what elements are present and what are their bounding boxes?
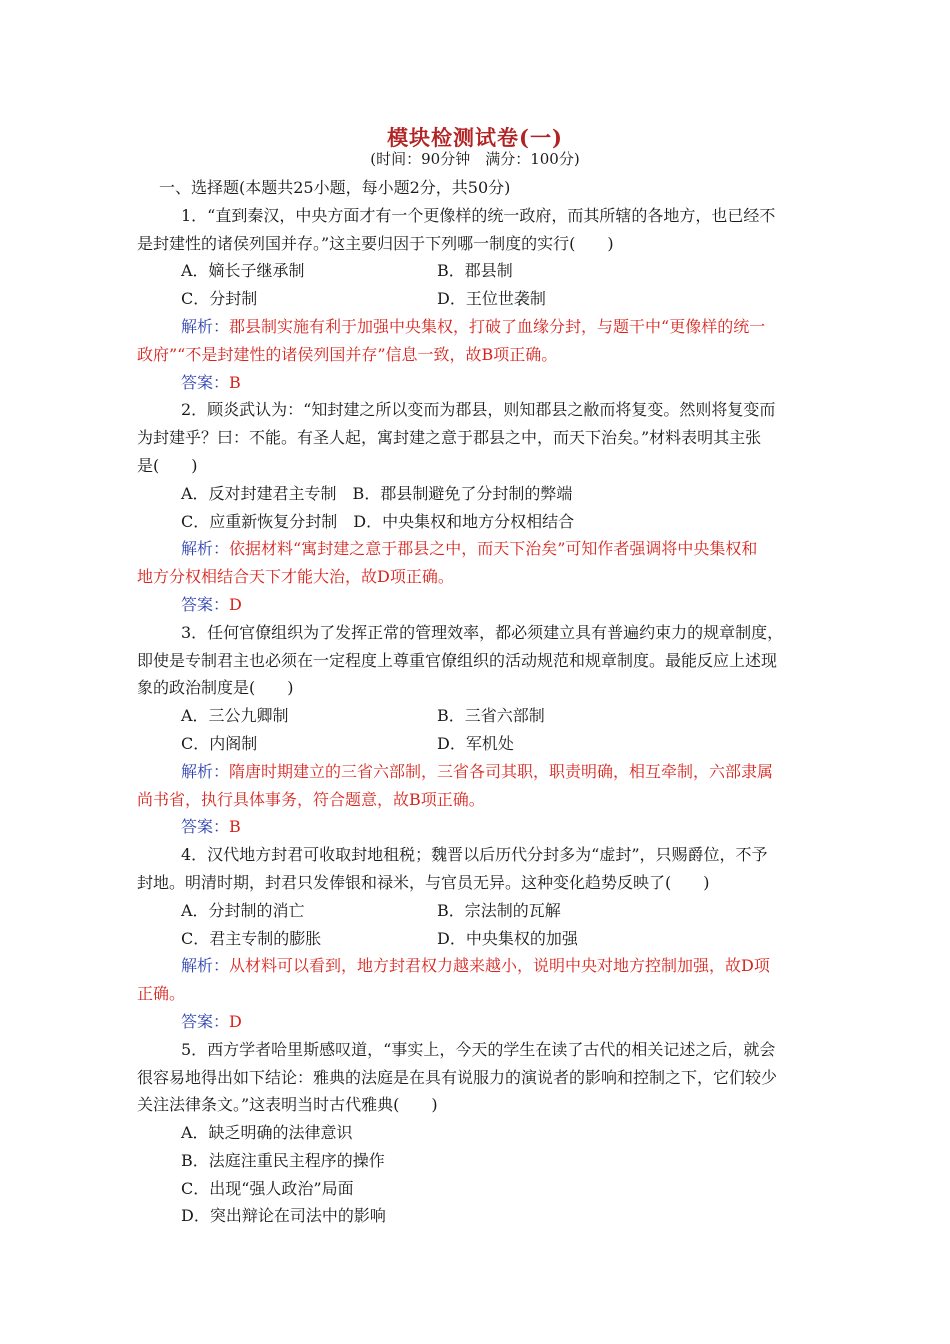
page-title: 模块检测试卷(一) [387,125,563,150]
options-row: C．应重新恢复分封制 D．中央集权和地方分权相结合 [181,511,575,531]
question-stem-line: 封地。明清时期，封君只发俸银和禄米，与官员无异。这种变化趋势反映了( ) [137,872,710,892]
analysis-line [137,952,817,980]
options-row [137,897,817,925]
option-d: D．王位世袭制 [437,289,546,309]
analysis-label: 解析： [181,761,230,781]
option-c: C．分封制 [181,289,258,309]
analysis-text: 正确。 [137,984,186,1004]
option-a: A．嫡长子继承制 [181,261,305,281]
analysis-label: 解析： [181,539,230,559]
exam-content [137,174,817,1230]
question-stem-line: 2．顾炎武认为：“知封建之所以变而为郡县，则知郡县之敝而将复变。然则将复变而 [181,400,776,420]
option-d: D．中央集权的加强 [437,928,578,948]
question-1 [137,202,817,397]
question-stem-line: 4．汉代地方封君可收取封地租税；魏晋以后历代分封多为“虚封”，只赐爵位，不予 [181,845,768,865]
answer-line [137,1008,817,1036]
option-b: B．郡县制 [437,261,513,281]
answer-label: 答案： [181,817,230,837]
question-3 [137,619,817,841]
option-c: C．内阁制 [181,733,258,753]
answer-line [137,591,817,619]
option-a: A．缺乏明确的法律意识 [181,1123,353,1143]
option-c: C．君主专制的膨胀 [181,928,322,948]
answer-value: B [229,817,241,837]
options-row [137,257,817,285]
question-4 [137,841,817,1036]
analysis-text: 政府”“不是封建性的诸侯列国并存”信息一致，故B项正确。 [137,344,558,364]
options-row: A．反对封建君主专制 B．郡县制避免了分封制的弊端 [181,483,573,503]
answer-line [137,369,817,397]
options-row [137,925,817,953]
options-row [137,730,817,758]
analysis-text: 从材料可以看到，地方封君权力越来越小，说明中央对地方控制加强，故D项 [229,956,770,976]
option-d: D．军机处 [437,733,514,753]
analysis-label: 解析： [181,316,230,336]
option-b: B．宗法制的瓦解 [437,900,561,920]
option-c: C．出现“强人政治”局面 [181,1178,354,1198]
analysis-text: 隋唐时期建立的三省六部制，三省各司其职，职责明确，相互牵制，六部隶属 [229,761,774,781]
question-5 [137,1036,817,1231]
analysis-line [137,535,817,563]
question-stem-line: 即使是专制君主也必须在一定程度上尊重官僚组织的活动规范和规章制度。最能反应上述现 [137,650,778,670]
analysis-line [137,758,817,786]
question-stem-line: 关注法律条文。”这表明当时古代雅典( ) [137,1095,438,1115]
question-stem-line: 为封建乎？曰：不能。有圣人起，寓封建之意于郡县之中，而天下治矣。”材料表明其主张 [137,428,762,448]
options-row [137,702,817,730]
question-stem-line: 是( ) [137,455,198,475]
analysis-text: 尚书省，执行具体事务，符合题意，故B项正确。 [137,789,485,809]
page-subtitle: (时间：90分钟 满分：100分) [370,150,580,168]
option-a: A．三公九卿制 [181,706,289,726]
analysis-label: 解析： [181,956,230,976]
answer-label: 答案： [181,594,230,614]
question-stem-line: 是封建性的诸侯列国并存。”这主要归因于下列哪一制度的实行( ) [137,233,614,253]
answer-label: 答案： [181,372,230,392]
answer-value: D [229,1011,242,1031]
question-stem-line: 象的政治制度是( ) [137,678,294,698]
option-d: D．突出辩论在司法中的影响 [181,1206,386,1226]
analysis-text: 地方分权相结合天下才能大治，故D项正确。 [137,567,454,587]
answer-value: D [229,594,242,614]
answer-value: B [229,372,241,392]
question-stem-line: 1．“直到秦汉，中央方面才有一个更像样的统一政府，而其所辖的各地方，也已经不 [181,205,776,225]
analysis-text: 依据材料“寓封建之意于郡县之中，而天下治矣”可知作者强调将中央集权和 [229,539,758,559]
answer-label: 答案： [181,1011,230,1031]
option-b: B．三省六部制 [437,706,545,726]
options-row [137,285,817,313]
answer-line [137,813,817,841]
question-stem-line: 很容易地得出如下结论：雅典的法庭是在具有说服力的演说者的影响和控制之下，它们较少 [137,1067,778,1087]
analysis-text: 郡县制实施有利于加强中央集权，打破了血缘分封，与题干中“更像样的统一 [229,316,766,336]
option-b: B．法庭注重民主程序的操作 [181,1150,385,1170]
question-stem-line: 3．任何官僚组织为了发挥正常的管理效率，都必须建立具有普遍约束力的规章制度， [181,622,784,642]
analysis-line [137,313,817,341]
question-2 [137,396,817,618]
question-stem-line: 5．西方学者哈里斯感叹道，“事实上，今天的学生在读了古代的相关记述之后，就会 [181,1039,776,1059]
option-a: A．分封制的消亡 [181,900,305,920]
section-heading: 一、选择题(本题共25小题，每小题2分，共50分) [159,178,511,197]
